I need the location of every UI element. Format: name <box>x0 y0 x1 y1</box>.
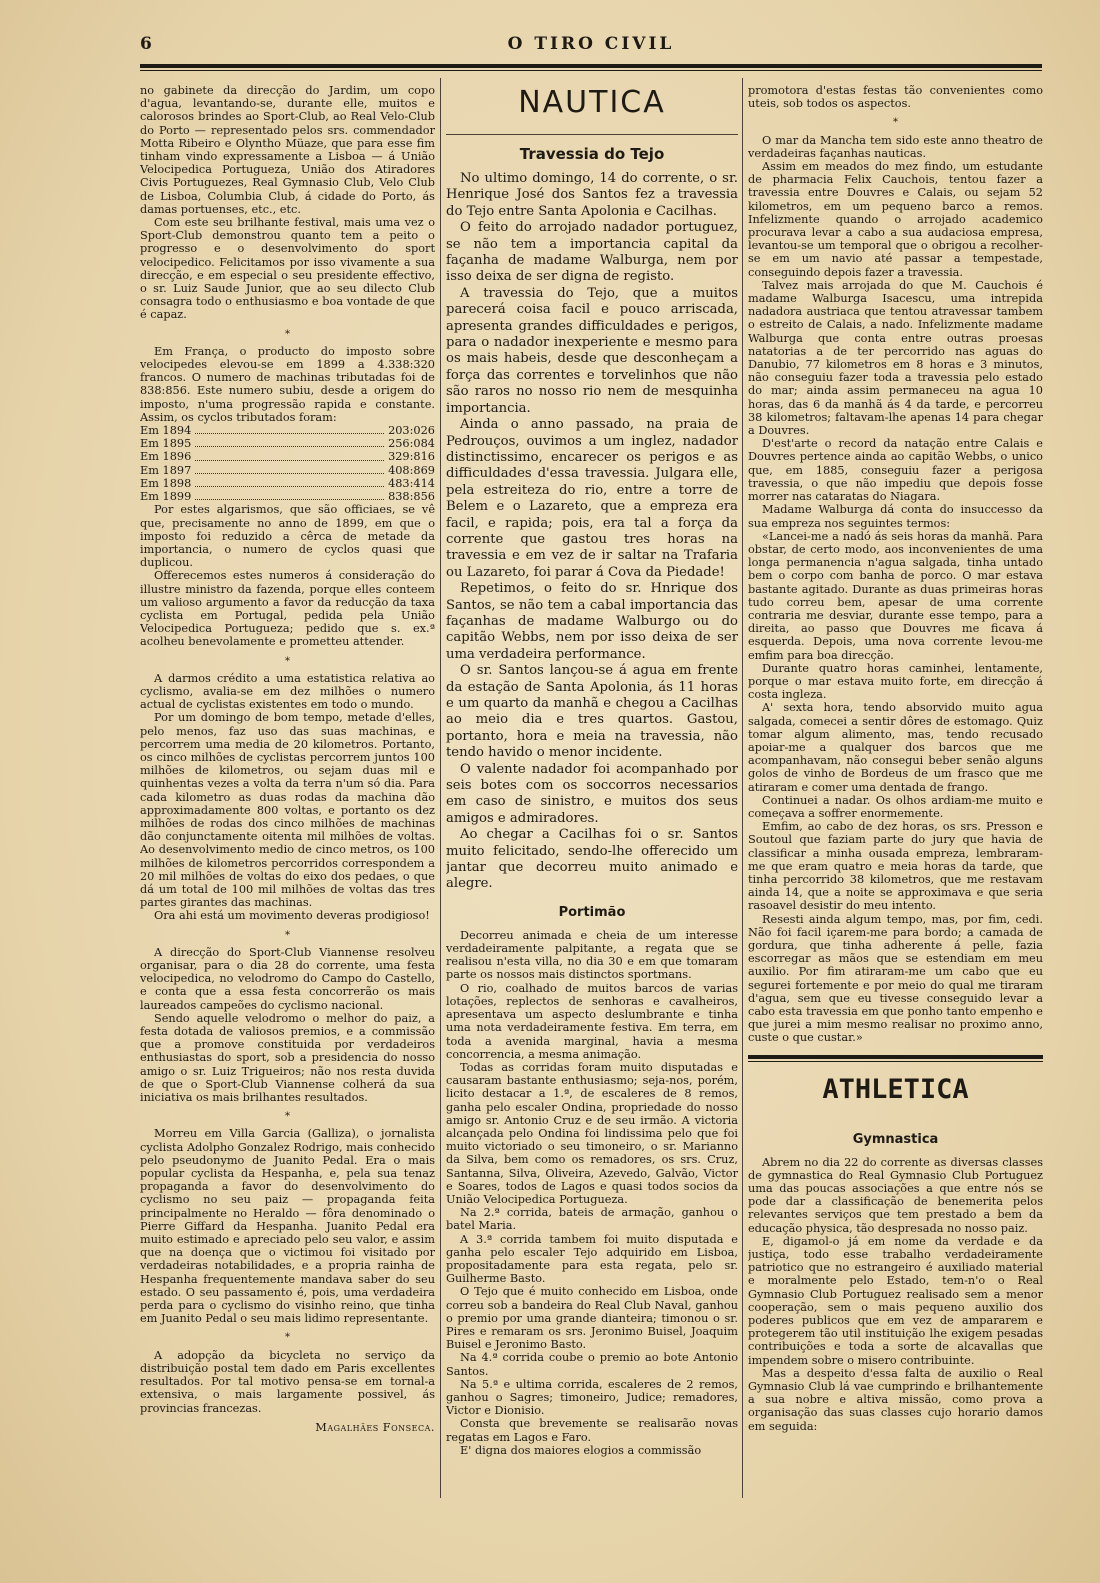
paragraph: Por um domingo de bom tempo, metade d'elles, pelo menos, faz uso das suas machinas, e percorrem uma media de 20 kilometros. Portanto, os cinco milhões de cyclistas percorrem juntos 100 milhões de kilometros, ou sejam duas mil e quinhentas vezes a volta da terra n'um só dia. Para cada kilometro as duas rodas da machina dão approximadamente 800 voltas, e portanto os dez milhões de rodas dos cinco milhões de machinas dão conjunctamente oitenta mil milhões de voltas. Ao desenvolvimento medio de cinco metros, os 100 milhões de kilometros percorridos correspondem a 20 mil milhões de voltas do eixo dos pedaes, o que dá um total de 100 mil milhões de voltas das tres partes girantes das machinas. <box>140 711 435 910</box>
paragraph: A' sexta hora, tendo absorvido muito agua salgada, comecei a sentir dôres de estomago. Quiz tomar algum alimento, mas, tendo recusado apoiar-me a qualquer dos barcos que me acompanhavam, não consegui beber senão alguns golos de vinho de Bordeus de um frasco que me atiraram e comer uma dentada de frango. <box>748 701 1043 794</box>
paragraph: Sendo aquelle velodromo o melhor do paiz, a festa dotada de valiosos premios, e a commissão que a promove constituida por verdadeiros enthusiastas do sport, sob a presidencia do nosso amigo o sr. Luiz Trigueiros; não nos resta duvida de que o Sport-Club Viannense colherá da sua iniciativa os mais brilhantes resultados. <box>140 1011 435 1105</box>
column-divider <box>440 78 441 1498</box>
paragraph: O valente nadador foi acompanhado por seis botes com os soccorros necessarios em caso de sinistro, e muitos dos seus amigos e admiradores. <box>446 761 738 826</box>
paragraph: A travessia do Tejo, que a muitos parecerá coisa facil e pouco arriscada, apresenta grandes difficuldades e perigos, para o nadador inexperiente e mesmo para os mais habeis, desde que desconheçam a força das correntes e torvelinhos que não são raros no nosso rio nem de mesquinha importancia. <box>446 285 738 416</box>
stat-year: Em 1896 <box>140 450 192 464</box>
paragraph: Consta que brevemente se realisarão novas regatas em Lagos e Faro. <box>446 1417 738 1444</box>
asterisk-ornament: * <box>285 929 290 941</box>
stat-value: 408:869 <box>388 463 435 477</box>
paragraph: O feito do arrojado nadador portuguez, se não tem a importancia capital da façanha de madame Walburga, nem por isso deixa de ser digna de registo. <box>446 220 738 285</box>
paragraph: Morreu em Villa Garcia (Galliza), o jornalista cyclista Adolpho Gonzalez Rodrigo, mais conhecido pelo pseudonymo de Juanito Pedal. Era o mais popular cyclista da Hespanha, e, pela sua tenaz propaganda a favor do desenvolvimento do cyclismo no seu paiz — propaganda feita principalmente no Heraldo — fôra denominado o Pierre Giffard da Hespanha. Juanito Pedal era muito estimado e apreciado pelo seu valor, e assim que na doença que o victimou foi visitado por verdadeiras notabilidades, e a propria rainha de Hespanha frequentemente mandava saber do seu estado. O seu passamento é, pois, uma verdadeira perda para o cyclismo do visinho reino, que tinha em Juanito Pedal o seu mais lidimo representante. <box>140 1127 435 1326</box>
journal-title: O TIRO CIVIL <box>507 34 675 54</box>
stats-list <box>140 424 435 503</box>
paragraph: O mar da Mancha tem sido este anno theatro de verdadeiras façanhas nauticas. <box>748 133 1043 160</box>
paragraph: Mas a despeito d'essa falta de auxilio o Real Gymnasio Club lá vae cumprindo e brilhantemente a sua nobre e altiva missão, como prova a organisação das suas classes cujo horario damos em seguida: <box>748 1366 1043 1433</box>
stat-year: Em 1894 <box>140 424 192 438</box>
paragraph: A adopção da bicycleta no serviço da distribuição postal tem dado em Paris excellentes resultados. Por tal motivo pensa-se em tornal-a extensiva, o mais largamente possivel, ás provincias francezas. <box>140 1348 435 1415</box>
paragraph: No ultimo domingo, 14 do corrente, o sr. Henrique José dos Santos fez a travessia do Tejo entre Santa Apolonia e Cacilhas. <box>446 171 738 219</box>
paragraph: O Tejo que é muito conhecido em Lisboa, onde correu sob a bandeira do Real Club Naval, ganhou o premio por uma grande dianteira; timonou o sr. Pires e remaram os srs. Jeronimo Buisel, Joaquim Buisel e Jeronimo Basto. <box>446 1285 738 1352</box>
stat-row <box>140 437 435 450</box>
stat-row <box>140 477 435 490</box>
author-signature: Magalhães Fonseca. <box>315 1420 435 1434</box>
paragraph: Ora ahi está um movimento deveras prodigioso! <box>154 909 430 923</box>
header-rule <box>140 64 1042 68</box>
stat-row <box>140 464 435 477</box>
section-rule-thin <box>748 1061 1043 1062</box>
paragraph: O sr. Santos lançou-se á agua em frente da estação de Santa Apolonia, ás 11 horas e um quarto da manhã e chegou a Cacilhas ao meio dia e tres quartos. Gastou, portanto, hora e meia na travessia, não tendo havido o menor incidente. <box>446 663 738 761</box>
paragraph: E, digamol-o já em nome da verdade e da justiça, todo esse trabalho verdadeiramente patriotico que no estrangeiro é auxiliado material e moralmente pelo Estado, tem-n'o o Real Gymnasio Club Portuguez realisado sem a menor cooperação, sem o mais pequeno auxilio dos poderes publicos que em vez de ampararem e protegerem tão util instituição lhe exigem pesadas contribuições e toda a sorte de alcavallas que impendem sobre o misero contribuinte. <box>748 1234 1043 1367</box>
stat-value: 203:026 <box>388 424 435 438</box>
paragraph: A direcção do Sport-Club Viannense resolveu organisar, para o dia 28 do corrente, uma festa velocipedica, no velodromo do Campo do Castello, e conta que a essa festa concorrerão os mais laureados campeões do cyclismo nacional. <box>140 945 435 1012</box>
paragraph: A darmos crédito a uma estatistica relativa ao cyclismo, avalia-se em dez milhões o numero actual de cyclistas existentes em todo o mundo. <box>140 671 435 712</box>
header-rule-thin <box>140 70 1042 71</box>
column-right <box>748 84 1043 1504</box>
paragraph: Resesti ainda algum tempo, mas, por fim, cedi. Não foi facil içarem-me para bordo; a camada de gordura, que tinha adherente á pelle, fazia escorregar as mãos que se estendiam em meu auxilio. Por fim atiraram-me um cabo que eu segurei fortemente e por meio do qual me tiraram d'agua, sem que eu tivesse conseguido levar a cabo esta travessia em que ponho tanto empenho e que jurei a mim mesmo realisar no proximo anno, custe o que custar.» <box>748 912 1043 1045</box>
asterisk-ornament: * <box>285 655 290 667</box>
paragraph: A 3.ª corrida tambem foi muito disputada e ganha pelo escaler Tejo adquirido em Lisboa, propositadamente para esta regata, pelo sr. Guilherme Basto. <box>446 1232 738 1286</box>
paragraph: Assim em meados do mez findo, um estudante de pharmacia Felix Cauchois, tentou fazer a travessia entre Douvres e Calais, ou sejam 52 kilometros, em um pequeno barco a remos. Infelizmente quando o arrojado academico procurava levar a cabo a sua audaciosa empresa, levantou-se um temporal que o obrigou a recolher-se em um navio até passar a tempestade, conseguindo depois fazer a travessia. <box>748 160 1043 279</box>
paragraph: «Lancei-me a nadó ás seis horas da manhã. Para obstar, de certo modo, aos inconvenientes de uma longa permanencia n'agua salgada, tinha untado bem o corpo com banha de porco. O mar estava bastante agitado. Durante as duas primeiras horas tudo correu bem, apesar de uma corrente contraria me desviar, durante esse tempo, para a direita, ao passo que Douvres me ficava á esquerda. Depois, uma nova corrente levou-me emfim para boa direcção. <box>748 529 1043 662</box>
paragraph: promotora d'estas festas tão convenientes como uteis, sob todos os aspectos. <box>748 84 1043 111</box>
subheading-travessia: Travessia do Tejo <box>519 145 665 163</box>
paragraph: Por estes algarismos, que são officiaes, se vê que, precisamente no anno de 1899, em que o imposto foi reduzido a cêrca de metade da importancia, o numero de cyclos quasi que duplicou. <box>140 503 435 570</box>
paragraph: Emfim, ao cabo de dez horas, os srs. Presson e Soutoul que faziam parte do jury que havia de classificar a minha ousada empreza, lembraram-me que eram quatro e meia horas da tarde, que tinha percorrido 38 kilometros, que me restavam ainda 14, que a noite se approximava e que seria rasoavel desistir do meu intento. <box>748 820 1043 913</box>
paragraph: Durante quatro horas caminhei, lentamente, porque o mar estava muito forte, em direcção á costa ingleza. <box>748 661 1043 702</box>
paragraph: Continuei a nadar. Os olhos ardiam-me muito e começava a soffrer enormemente. <box>748 793 1043 820</box>
stat-row <box>140 450 435 463</box>
paragraph: Offerecemos estes numeros á consideração do illustre ministro da fazenda, porque elles conteem um valioso argumento a favor da reducção da taxa cyclista em Portugal, pedida pela União Velocipedica Portugueza; pedido que s. ex.ª acolheu benevolamente e prometteu attender. <box>140 569 435 649</box>
paragraph: O rio, coalhado de muitos barcos de varias lotações, replectos de senhoras e cavalheiros, apresentava um aspecto deslumbrante e tinha uma nota verdadeiramente festiva. Em terra, em toda a avenida marginal, havia a mesma concorrencia, a mesma animação. <box>446 981 738 1061</box>
paragraph: Decorreu animada e cheia de um interesse verdadeiramente palpitante, a regata que se realisou n'esta villa, no dia 30 e em que tomaram parte os nossos mais distinctos sportmans. <box>446 928 738 982</box>
page-header <box>140 34 1042 56</box>
section-rule <box>748 1055 1043 1059</box>
stat-row <box>140 424 435 437</box>
column-middle <box>446 84 738 1504</box>
stat-value: 256:084 <box>388 437 435 451</box>
portimao-article <box>446 929 738 1457</box>
paragraph: Com este seu brilhante festival, mais uma vez o Sport-Club demonstrou quanto tem a peito o progresso e o desenvolvimento do sport velocipedico. Felicitamos por isso vivamente a sua direcção, e em especial o seu presidente effectivo, o sr. Luiz Saude Junior, que ao seu dilecto Club consagra todo o enthusiasmo e boa vontade de que é capaz. <box>140 216 435 322</box>
paragraph: Repetimos, o feito do sr. Hnrique dos Santos, se não tem a cabal importancia das façanhas de madame Walburgo ou do capitão Webbs, nem por isso deixa de ser uma verdadeira performance. <box>446 581 738 662</box>
page-number: 6 <box>140 34 152 54</box>
asterisk-ornament: * <box>893 117 898 129</box>
stat-year: Em 1898 <box>140 476 192 490</box>
paragraph: D'est'arte o record da natação entre Calais e Douvres pertence ainda ao capitão Webbs, o unico que, em 1885, conseguiu fazer a perigosa travessia, o que não impediu que depois fosse morrer nas cataratas do Niagara. <box>748 437 1043 504</box>
paragraph: Abrem no dia 22 do corrente as diversas classes de gymnastica do Real Gymnasio Club Portuguez uma das poucas associações a que entre nós se pode dar a classificação de benemerita pelos relevantes serviços que tem prestado a bem da educação physica, tão despresada no nosso paiz. <box>748 1155 1043 1235</box>
stat-year: Em 1897 <box>140 463 192 477</box>
subheading-portimao: Portimão <box>558 904 626 920</box>
paragraph: Ao chegar a Cacilhas foi o sr. Santos muito felicitado, sendo-lhe offerecido um jantar que decorreu muito animado e alegre. <box>446 827 738 892</box>
paragraph: Na 2.ª corrida, bateis de armação, ganhou o batel Maria. <box>446 1206 738 1233</box>
subheading-gymnastica: Gymnastica <box>852 1131 939 1147</box>
column-left <box>140 84 435 1504</box>
paragraph: Todas as corridas foram muito disputadas e causaram bastante enthusiasmo; seja-nos, porém, licito destacar a 1.ª, de escaleres de 8 remos, ganha pelo escaler Ondina, propriedade do nosso amigo sr. Antonio Cruz e de seu irmão. A victoria alcançada pelo Ondina foi lindissima pelo que foi muito victoriado o seu timoneiro, o sr. Marianno da Silva, bem como os remadores, os srs. Cruz, Santanna, Silva, Oliveira, Azevedo, Galvão, Victor e Soares, todos de Lagos e quasi todos socios da União Velocipedica Portugueza. <box>446 1060 738 1206</box>
paragraph: Talvez mais arrojada do que M. Cauchois é madame Walburga Isacescu, uma intrepida nadadora austriaca que tentou atravessar tambem o estreito de Calais, a nado. Infelizmente madame Walburga que conta entre outras proesas natatorias a de ter percorrido nas aguas do Danubio, 77 kilometros em 8 horas e 3 minutos, não conseguiu fazer toda a travessia pelo estado do mar; ainda assim permaneceu na agua 10 horas, das 6 da manhã ás 4 da tarde, e percorreu 38 kilometros; faltavam-lhe apenas 14 para chegar a Douvres. <box>748 278 1043 438</box>
paragraph: E' digna dos maiores elogios a commissão <box>460 1443 702 1457</box>
paragraph: Madame Walburga dá conta do insuccesso da sua empreza nos seguintes termos: <box>748 503 1043 530</box>
stat-value: 483:414 <box>388 476 435 490</box>
stat-value: 838:856 <box>388 490 435 504</box>
paragraph: Ainda o anno passado, na praia de Pedrouços, ouvimos a um inglez, nadador distinctissimo, encarecer os perigos e as difficuldades d'essa travessia. Julgara elle, pela estreiteza do rio, entre a torre de Belem e o Lazareto, que a empreza era facil, e rapida; pois, era tal a força da corrente que gastou tres horas na travessia e em vez de ir saltar na Trafaria ou Lazareto, foi parar á Cova da Piedade! <box>446 417 738 580</box>
stat-row <box>140 490 435 503</box>
stat-year: Em 1895 <box>140 437 192 451</box>
asterisk-ornament: * <box>285 1111 290 1123</box>
stat-value: 329:816 <box>388 450 435 464</box>
stat-year: Em 1899 <box>140 490 192 504</box>
asterisk-ornament: * <box>285 1332 290 1344</box>
paragraph: Na 5.ª e ultima corrida, escaleres de 2 remos, ganhou o Sagres; timoneiro, Judice; remadores, Victor e Dionisio. <box>446 1377 738 1418</box>
asterisk-ornament: * <box>285 328 290 340</box>
column-divider <box>742 78 743 1498</box>
section-heading-athletica: ATHLETICA <box>822 1073 969 1105</box>
paragraph: Em França, o producto do imposto sobre velocipedes elevou-se em 1899 a 4.338:320 francos. O numero de machinas tributadas foi de 838:856. Este numero subiu, desde a origem do imposto, n'uma progressão rapida e constante. Assim, os cyclos tributados foram: <box>140 344 435 424</box>
section-heading-nautica: NAUTICA <box>446 84 738 135</box>
paragraph: no gabinete da direcção do Jardim, um copo d'agua, levantando-se, durante elle, muitos e calorosos brindes ao Sport-Club, ao Real Velo-Club do Porto — representado pelos srs. commendador Motta Ribeiro e Olyntho Müaze, que para esse fim tinham vindo expressamente a Lisboa — á União Velocipedica Portugueza, União dos Atiradores Civis Portuguezes, Real Gymnasio Club, Velo Club de Lisboa, Columbia Club, á cidade do Porto, ás damas portuenses, etc., etc. <box>140 84 435 216</box>
paragraph: Na 4.ª corrida coube o premio ao bote Antonio Santos. <box>446 1351 738 1378</box>
